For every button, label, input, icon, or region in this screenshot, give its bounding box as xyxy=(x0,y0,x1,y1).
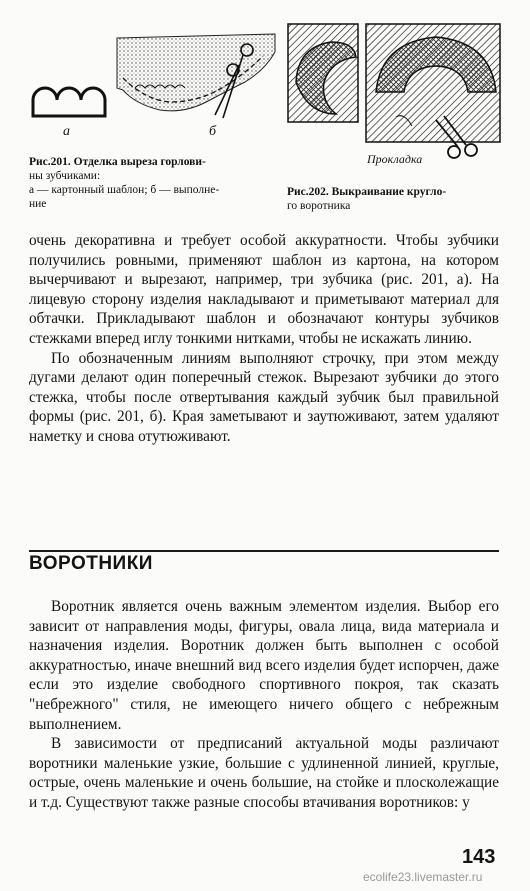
top-paragraph-1: очень декоративна и требует особой аккуратности. Чтобы зубчики получились ровными, применяют шаблон из картона, на котором вычерчивают и вырезают, например, три зубчика (рис. 201, а). На лицевую сторону изделия накладывают и приметывают материал для обтачки. Прикладывают шаблон и обозначают контуры зубчиков стежками вперед иглу тонкими нитками, чтобы не искажать линию. xyxy=(29,232,499,347)
fig201-caption-line1: Рис.201. Отделка выреза горлови- xyxy=(29,156,206,168)
section-rule xyxy=(29,550,499,552)
section-paragraph-1: Воротник является очень важным элементом изделия. Выбор его зависит от направления моды, фигуры, овала лица, вида материала и назначения изделия. Воротник должен быть выполнен с особой аккуратностью, иначе внешний вид всего изделия будет испорчен, даже если это изделие свободного спортивного покроя, так сказать "небрежного" стиля, не имеющего ничего общего с небрежным выполнением. xyxy=(29,598,499,733)
section-paragraph-2: В зависимости от предписаний актуальной моды различают воротники маленькие узкие, большие с удлиненной линией, круглые, острые, очень маленькие и очень большие, на стойке и плосколежащие и т.д. Существуют также разные способы втачивания воротников: у xyxy=(29,735,499,811)
page-number: 143 xyxy=(462,846,496,868)
scallop-template-illustration xyxy=(30,80,110,120)
section-heading: ВОРОТНИКИ xyxy=(29,553,153,574)
fig202-caption-line2: го воротника xyxy=(287,200,351,212)
top-text-block xyxy=(29,231,499,447)
scallop-neckline-illustration xyxy=(115,30,280,140)
fig201-label-a: а xyxy=(63,124,70,139)
interlining-label: Прокладка xyxy=(367,152,423,166)
fig202-caption-line1: Рис.202. Выкраивание кругло- xyxy=(287,186,447,198)
fig202-caption xyxy=(287,185,502,213)
fig201-caption xyxy=(29,155,269,211)
round-collar-cutting-illustration xyxy=(286,22,504,172)
section-text-block xyxy=(29,597,499,813)
fig201-caption-line4: ние xyxy=(29,198,47,210)
watermark: ecolife23.livemaster.ru xyxy=(363,870,483,884)
fig201-label-b: б xyxy=(209,124,217,139)
top-paragraph-2: По обозначенным линиям выполняют строчку, при этом между дугами делают один поперечный стежок. Вырезают зубчики до этого стежка, чтобы после отвертывания каждый зубчик был правильной формы (рис. 201, б). Края заметывают и заутюживают, затем удаляют наметку и снова отутюживают. xyxy=(29,349,499,445)
fig201-caption-line3: а — картонный шаблон; б — выполне- xyxy=(29,184,220,196)
fig201-caption-line2: ны зубчиками: xyxy=(29,170,101,182)
